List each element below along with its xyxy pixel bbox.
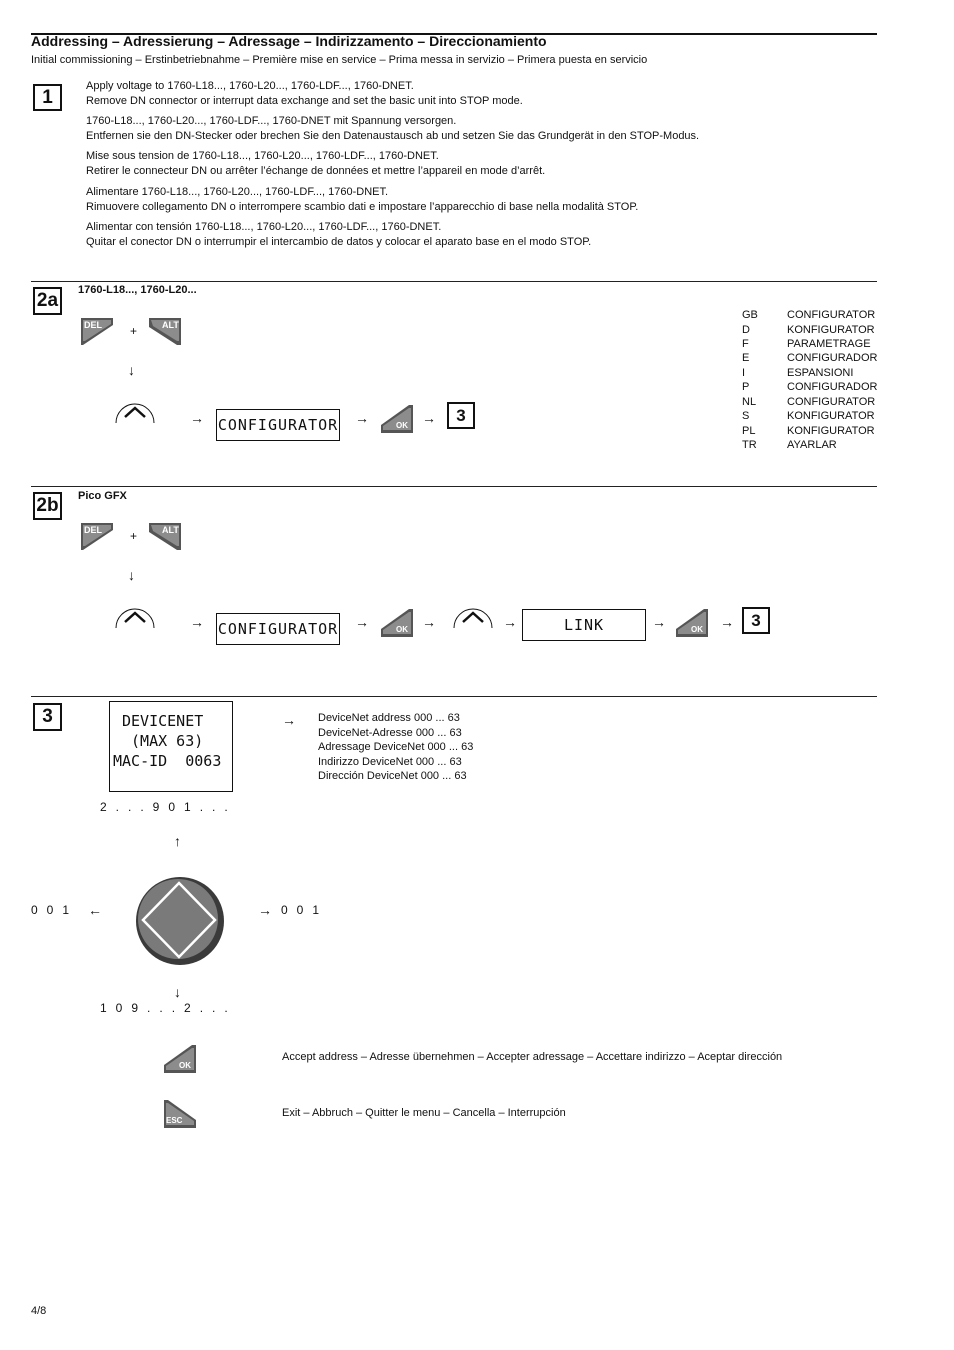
step-1-badge: 1: [33, 84, 62, 111]
right-arrow-icon: →: [258, 902, 272, 918]
right-arrow-icon: →: [422, 410, 436, 426]
lcd-devicenet: [109, 701, 233, 792]
language-code: TR: [742, 439, 757, 451]
language-row: [742, 424, 875, 438]
page-subtitle: Initial commissioning – Erstinbetriebnahme – Première mise en service – Prima messa in servizio – Primera puesta en servicio: [31, 54, 648, 66]
instruction-line: 1760-L18..., 1760-L20..., 1760-LDF..., 1760-DNET mit Spannung versorgen.: [86, 115, 457, 127]
language-code: P: [742, 381, 750, 393]
address-range-line: Adressage DeviceNet 000 ... 63: [318, 741, 474, 753]
up-cursor-key-icon: [114, 608, 156, 630]
right-arrow-icon: →: [282, 712, 296, 728]
lcd-link: LINK: [522, 609, 646, 641]
instruction-line: Entfernen sie den DN-Stecker oder brechen Sie den Datenaustausch ab und setzen Sie das Grundgerät in den STOP-Modus.: [86, 130, 700, 142]
instruction-en: [86, 79, 523, 109]
instruction-line: Apply voltage to 1760-L18..., 1760-L20..., 1760-LDF..., 1760-DNET.: [86, 80, 414, 92]
right-arrow-icon: →: [720, 614, 734, 630]
ok-key-label: OK: [179, 1061, 191, 1070]
alt-key-label: ALT: [162, 525, 179, 535]
ok-key-label: OK: [396, 625, 408, 634]
instruction-line: Alimentar con tensión 1760-L18..., 1760-L20..., 1760-LDF..., 1760-DNET.: [86, 221, 442, 233]
down-arrow-icon: ↓: [174, 984, 181, 1000]
section-rule-2b: [31, 486, 877, 487]
right-arrow-icon: →: [355, 614, 369, 630]
address-range-list: [318, 711, 473, 784]
language-row: [742, 337, 871, 351]
up-cursor-key-icon: [452, 608, 494, 630]
instruction-it: [86, 185, 638, 215]
ok-key-icon: [379, 607, 415, 639]
del-key-label: DEL: [84, 320, 102, 330]
language-row: [742, 323, 875, 337]
language-row: [742, 409, 875, 423]
ok-key-icon: [379, 403, 415, 435]
right-arrow-icon: →: [190, 614, 204, 630]
instruction-line: Retirer le connecteur DN ou arrêter l’échange de données et mettre l’appareil en mode d’arrêt.: [86, 165, 546, 177]
language-code: E: [742, 352, 750, 364]
language-code: NL: [742, 396, 757, 408]
esc-key-icon: [162, 1098, 198, 1130]
section-rule-2a: [31, 281, 877, 282]
ok-key-label: OK: [396, 421, 408, 430]
left-arrow-icon: ←: [88, 902, 102, 918]
language-row: [742, 380, 877, 394]
right-value: 001: [281, 903, 329, 917]
up-cursor-key-icon: [114, 403, 156, 425]
del-key-icon: [79, 315, 115, 347]
right-arrow-icon: →: [355, 410, 369, 426]
left-value: 001: [31, 903, 79, 917]
step-2b-badge: 2b: [33, 492, 62, 520]
instruction-line: Remove DN connector or interrupt data exchange and set the basic unit into STOP mode.: [86, 95, 523, 107]
address-range-line: DeviceNet-Adresse 000 ... 63: [318, 726, 462, 739]
page-title: Addressing – Adressierung – Adressage – Indirizzamento – Direccionamiento: [31, 33, 547, 49]
del-key-icon: [79, 520, 115, 552]
lcd-line: MAC-ID 0063: [113, 752, 222, 770]
right-arrow-icon: →: [190, 410, 204, 426]
address-range-line: Dirección DeviceNet 000 ... 63: [318, 770, 467, 782]
language-code: I: [742, 367, 746, 379]
cursor-pad-icon: [135, 876, 227, 968]
alt-key-label: ALT: [162, 320, 179, 330]
language-word: CONFIGURATOR: [787, 396, 876, 408]
language-code: F: [742, 338, 749, 350]
step-2a-badge: 2a: [33, 287, 62, 315]
language-code: D: [742, 324, 750, 336]
language-row: [742, 308, 875, 322]
down-arrow-icon: ↓: [128, 567, 135, 583]
increment-sequence: 2...901...: [100, 800, 237, 814]
right-arrow-icon: →: [503, 614, 517, 630]
language-row: [742, 351, 877, 365]
language-row: [742, 395, 875, 409]
ok-key-icon: [674, 607, 710, 639]
instruction-de: [86, 114, 699, 144]
del-key-label: DEL: [84, 525, 102, 535]
step-2b-device-label: Pico GFX: [78, 490, 127, 502]
lcd-line: DEVICENET: [122, 712, 204, 730]
language-code: GB: [742, 309, 758, 321]
alt-key-icon: [147, 315, 183, 347]
exit-text: Exit – Abbruch – Quitter le menu – Cancella – Interrupción: [282, 1107, 566, 1119]
esc-key-label: ESC: [166, 1116, 183, 1125]
section-rule-3: [31, 696, 877, 697]
language-word: PARAMETRAGE: [787, 338, 871, 350]
language-code: PL: [742, 425, 756, 437]
up-arrow-icon: ↑: [174, 833, 181, 849]
instruction-line: Rimuovere collegamento DN o interrompere scambio dati e impostare l’apparecchio di base nella modalità STOP.: [86, 201, 639, 213]
address-range-line: Indirizzo DeviceNet 000 ... 63: [318, 755, 462, 768]
language-word: ESPANSIONI: [787, 367, 854, 379]
language-word: KONFIGURATOR: [787, 324, 875, 336]
right-arrow-icon: →: [652, 614, 666, 630]
goto-step-3-badge: 3: [447, 402, 475, 429]
plus-sign: +: [130, 324, 138, 338]
instruction-fr: [86, 149, 545, 179]
language-code: S: [742, 410, 750, 422]
lcd-configurator: CONFIGURATOR: [216, 613, 340, 645]
down-arrow-icon: ↓: [128, 362, 135, 378]
instruction-line: Alimentare 1760-L18..., 1760-L20..., 1760-LDF..., 1760-DNET.: [86, 186, 389, 198]
language-row: [742, 366, 853, 380]
language-word: CONFIGURADOR: [787, 381, 878, 393]
language-word: KONFIGURATOR: [787, 410, 875, 422]
language-row: [742, 438, 837, 452]
language-word: CONFIGURADOR: [787, 352, 878, 364]
goto-step-3-badge: 3: [742, 607, 770, 634]
lcd-line: (MAX 63): [122, 732, 204, 750]
language-word: KONFIGURATOR: [787, 425, 875, 437]
instruction-line: Quitar el conector DN o interrumpir el intercambio de datos y colocar el aparato base en el modo STOP.: [86, 236, 592, 248]
lcd-configurator: CONFIGURATOR: [216, 409, 340, 441]
ok-key-label: OK: [691, 625, 703, 634]
address-range-line: DeviceNet address 000 ... 63: [318, 712, 460, 724]
instruction-line: Mise sous tension de 1760-L18..., 1760-L20..., 1760-LDF..., 1760-DNET.: [86, 150, 439, 162]
instruction-es: [86, 220, 591, 250]
language-word: AYARLAR: [787, 439, 837, 451]
step-2a-device-label: 1760-L18..., 1760-L20...: [78, 284, 197, 296]
plus-sign: +: [130, 529, 138, 543]
alt-key-icon: [147, 520, 183, 552]
language-word: CONFIGURATOR: [787, 309, 876, 321]
decrement-sequence: 109...2...: [100, 1001, 237, 1015]
step-3-badge: 3: [33, 703, 62, 731]
ok-key-icon: [162, 1043, 198, 1075]
right-arrow-icon: →: [422, 614, 436, 630]
accept-address-text: Accept address – Adresse übernehmen – Accepter adressage – Accettare indirizzo – Aceptar dirección: [282, 1051, 783, 1063]
page-number: 4/8: [31, 1305, 47, 1317]
